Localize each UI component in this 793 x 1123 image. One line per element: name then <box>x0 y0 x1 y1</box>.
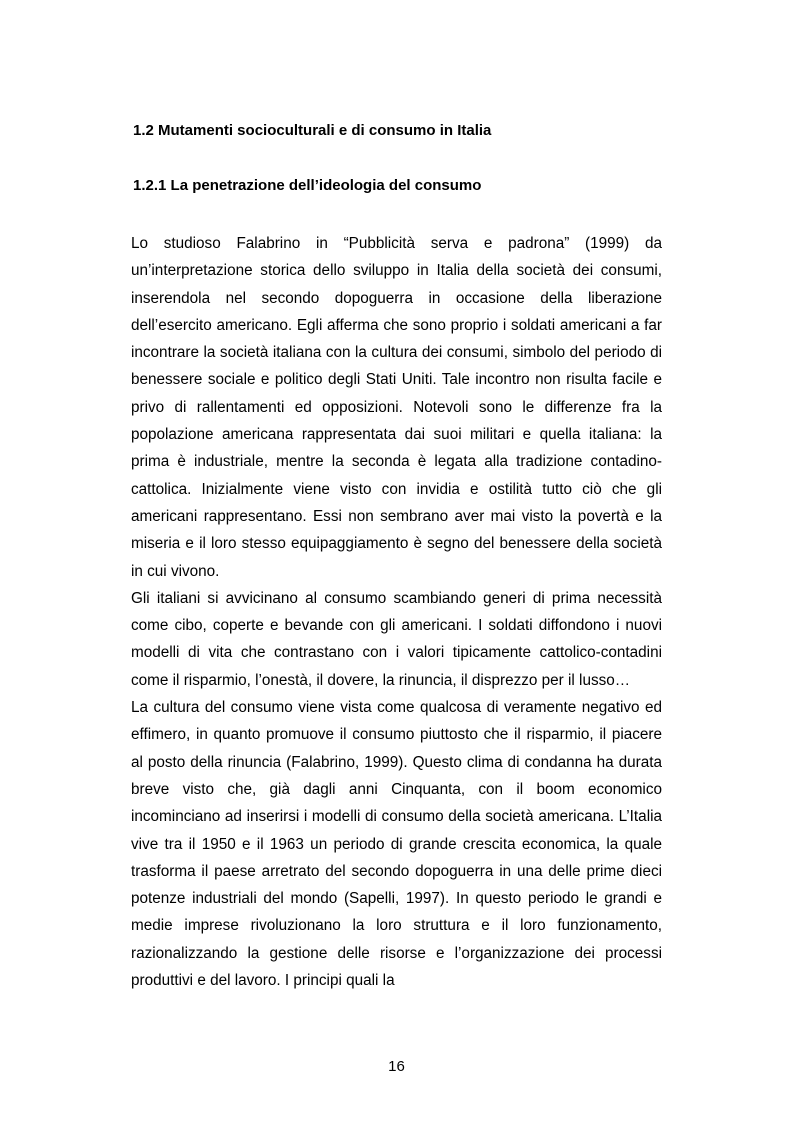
paragraph-3: La cultura del consumo viene vista come qualcosa di veramente negativo ed effimero, in quanto promuove il consumo piuttosto che il risparmio, il piacere al posto della rinuncia (Falabrino, 1999). Questo clima di condanna ha durata breve visto che, già dagli anni Cinquanta, con il boom economico incominciano ad inserirsi i modelli di consumo della società americana. L’Italia vive tra il 1950 e il 1963 un periodo di grande crescita economica, la quale trasforma il paese arretrato del secondo dopoguerra in una delle prime dieci potenze industriali del mondo (Sapelli, 1997). In questo periodo le grandi e medie imprese rivoluzionano la loro struttura e il loro funzionamento, razionalizzando la gestione delle risorse e l’organizzazione dei processi produttivi e del lavoro. I principi quali la <box>131 699 662 990</box>
paragraph-2: Gli italiani si avvicinano al consumo scambiando generi di prima necessità come cibo, coperte e bevande con gli americani. I soldati diffondono i nuovi modelli di vita che contrastano con i valori tipicamente cattolico-contadini come il risparmio, l’onestà, il dovere, la rinuncia, il disprezzo per il lusso… <box>131 589 662 689</box>
paragraph-1: Lo studioso Falabrino in “Pubblicità serva e padrona” (1999) da un’interpretazione storica dello sviluppo in Italia della società dei consumi, inserendola nel secondo dopoguerra in occasione della liberazione dell’esercito americano. Egli afferma che sono proprio i soldati americani a far incontrare la società italiana con la cultura dei consumi, simbolo del periodo di benessere sociale e politico degli Stati Uniti. Tale incontro non risulta facile e privo di rallentamenti ed opposizioni. Notevoli sono le differenze fra la popolazione americana rappresentata dai suoi militari e quella italiana: la prima è industriale, mentre la seconda è legata alla tradizione contadino-cattolica. Inizialmente viene visto con invidia e ostilità tutto ciò che gli americani rappresentano. Essi non sembrano aver mai visto la povertà e la miseria e il loro stesso equipaggiamento è segno del benessere della società in cui vivono. <box>131 235 662 580</box>
body-text <box>131 230 662 994</box>
section-heading: 1.2 Mutamenti socioculturali e di consumo in Italia <box>133 122 492 139</box>
subsection-heading: 1.2.1 La penetrazione dell’ideologia del consumo <box>133 177 482 194</box>
page-number: 16 <box>388 1058 405 1075</box>
